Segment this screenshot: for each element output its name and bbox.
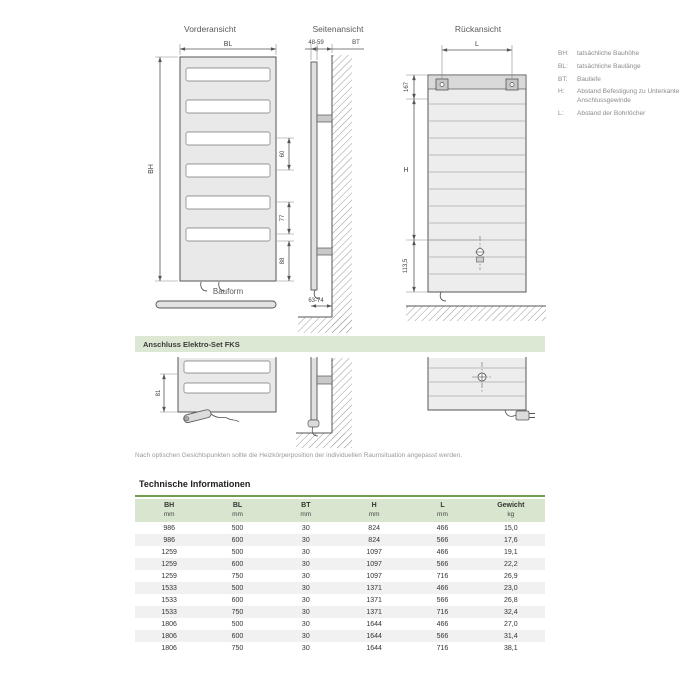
table-cell: 750 (231, 644, 244, 652)
table-row (135, 630, 545, 642)
front-view-title: Vorderansicht (184, 24, 236, 34)
table-cell: 31,4 (504, 632, 518, 640)
table-cell: 1371 (366, 596, 382, 604)
table-cell: 600 (231, 560, 244, 568)
table-cell: 1806 (161, 632, 177, 640)
table-row (135, 546, 545, 558)
table-cell: 1806 (161, 644, 177, 652)
dim-label-113-5: 113,5 (403, 258, 409, 274)
table-cell: 32,4 (504, 608, 518, 616)
ground-hatch (406, 306, 546, 321)
col-unit: mm (437, 511, 448, 518)
table-cell: 500 (231, 548, 244, 556)
table-cell: 30 (301, 608, 310, 616)
col-label: BL (232, 502, 243, 509)
table-cell: 30 (301, 620, 310, 628)
table-cell: 500 (231, 620, 244, 628)
cable-hook-rear-icon (440, 292, 446, 301)
dim-label-bt: BT (352, 40, 360, 46)
table-cell: 750 (231, 572, 244, 580)
col-header-h (340, 499, 408, 522)
table-cell: 19,1 (504, 548, 518, 556)
table-cell: 566 (436, 632, 449, 640)
dim-label-48-59: 48-59 (308, 40, 324, 46)
technical-info-section (135, 476, 545, 654)
table-row (135, 618, 545, 630)
bauform-label: Bauform (212, 287, 244, 296)
element-cable-icon (211, 414, 239, 422)
col-label: Gewicht (497, 502, 525, 509)
dim-label-77: 77 (280, 214, 286, 222)
legend-text: Abstand der Bohrlöcher (577, 109, 646, 117)
col-unit: kg (507, 511, 515, 518)
table-cell: 566 (436, 596, 449, 604)
legend-item-bt (558, 76, 696, 85)
col-header-bh (135, 499, 203, 522)
dim-label-bl: BL (223, 41, 233, 48)
side-view-title: Seitenansicht (312, 24, 364, 34)
table-cell: 30 (301, 560, 310, 568)
table-cell: 1259 (161, 548, 177, 556)
table-cell: 15,0 (504, 524, 518, 532)
table-cell: 1097 (366, 572, 382, 580)
col-unit: mm (232, 511, 243, 518)
table-cell: 716 (436, 644, 449, 652)
table-row (135, 570, 545, 582)
col-unit: mm (368, 511, 380, 518)
table-cell: 1533 (161, 584, 177, 592)
table-cell: 750 (231, 608, 244, 616)
dim-label-h: H (403, 167, 409, 174)
table-cell: 466 (436, 620, 449, 628)
legend-item-h (558, 88, 696, 106)
legend-key: BT: (558, 75, 568, 83)
col-label: L (440, 502, 445, 509)
table-cell: 1644 (366, 620, 382, 628)
table-cell: 600 (231, 596, 244, 604)
table-cell: 30 (301, 584, 310, 592)
table-cell: 500 (231, 524, 244, 532)
legend-item-l (558, 110, 696, 119)
dim-label-63-74: 63-74 (308, 298, 324, 304)
legend-text: Bautiefe (577, 75, 601, 83)
table-row (135, 522, 545, 534)
table-row (135, 558, 545, 570)
table-cell: 22,2 (504, 560, 518, 568)
wall-bracket-upper (317, 115, 332, 122)
note-text: Nach optischen Gesichtspunkten sollte die Heizkörperposition der individuellen Raumsituation angepasst werden. (135, 452, 462, 459)
table-cell: 30 (301, 644, 310, 652)
table-cell: 30 (301, 548, 310, 556)
table-cell: 1533 (161, 596, 177, 604)
table-cell: 1097 (366, 560, 382, 568)
table-cell: 566 (436, 560, 449, 568)
table-cell: 27,0 (504, 620, 518, 628)
table-cell: 466 (436, 584, 449, 592)
legend-text: Abstand Befestigung zu Unterkante Anschlussgewinde (577, 88, 680, 105)
bauform-bar (156, 301, 276, 308)
rear-view-drawing (403, 41, 546, 321)
table-cell: 30 (301, 572, 310, 580)
legend (558, 50, 696, 123)
rear-view-title: Rückansicht (454, 24, 502, 34)
table-row (135, 534, 545, 546)
table-cell: 600 (231, 536, 244, 544)
col-header-l (408, 499, 476, 522)
spec-table-body (135, 522, 545, 654)
col-header-bl (203, 499, 271, 522)
col-unit: mm (163, 511, 175, 518)
table-cell: 1644 (366, 632, 382, 640)
table-row (135, 642, 545, 654)
legend-item-bh (558, 50, 696, 59)
table-cell: 26,9 (504, 572, 518, 580)
table-cell: 1259 (161, 572, 177, 580)
dim-label-60: 60 (280, 150, 286, 158)
table-cell: 26,8 (504, 596, 518, 604)
dim-label-l: L (475, 41, 479, 48)
legend-key: H: (558, 88, 565, 96)
table-cell: 716 (436, 572, 449, 580)
wall-bracket-lower (317, 248, 332, 255)
table-cell: 17,6 (504, 536, 518, 544)
table-cell: 30 (301, 632, 310, 640)
side-extension-lines (311, 44, 332, 60)
electro-section-title: Anschluss Elektro-Set FKS (143, 339, 240, 349)
dim-label-88: 88 (280, 257, 286, 265)
spec-table-header-row (135, 499, 545, 522)
table-cell: 1806 (161, 620, 177, 628)
electro-section-header (135, 336, 545, 352)
legend-text: tatsächliche Bauhöhe (577, 50, 640, 57)
floor-hatch (298, 317, 352, 333)
col-label: BH (164, 502, 175, 509)
legend-text: tatsächliche Baulänge (577, 62, 641, 70)
dim-label-81: 81 (156, 389, 162, 397)
table-cell: 38,1 (504, 644, 518, 652)
col-header-bt (272, 499, 340, 522)
table-cell: 716 (436, 608, 449, 616)
table-cell: 30 (301, 524, 310, 532)
table-cell: 824 (368, 524, 380, 532)
table-cell: 466 (436, 548, 449, 556)
table-cell: 500 (231, 584, 244, 592)
table-title: Technische Informationen (139, 479, 251, 489)
table-cell: 30 (301, 536, 310, 544)
spec-table-head (135, 499, 545, 522)
legend-key: BL: (558, 62, 568, 70)
dim-label-167: 167 (404, 81, 410, 93)
table-cell: 986 (163, 536, 175, 544)
col-unit: mm (300, 511, 312, 518)
power-cord-icon (505, 410, 516, 416)
side-view-drawing (298, 40, 364, 333)
table-cell: 1371 (366, 608, 382, 616)
table-cell: 566 (436, 536, 449, 544)
table-row (135, 582, 545, 594)
radiator-side-profile (311, 62, 317, 290)
table-cell: 1097 (366, 548, 382, 556)
table-row (135, 594, 545, 606)
col-label: BT (301, 502, 311, 509)
table-cell: 600 (231, 632, 244, 640)
electro-rear-fragment (428, 357, 535, 420)
spec-table (135, 499, 545, 654)
table-cell: 466 (436, 524, 449, 532)
table-title-rule (135, 495, 545, 497)
legend-item-bl (558, 63, 696, 72)
table-row (135, 606, 545, 618)
col-label: H (371, 502, 377, 509)
table-cell: 1259 (161, 560, 177, 568)
table-cell: 1371 (366, 584, 382, 592)
col-header-gewicht (477, 499, 545, 522)
plug-icon (516, 411, 535, 420)
floor-hatch-lower (296, 433, 352, 448)
table-cell: 1644 (366, 644, 382, 652)
electric-element-side-icon (308, 420, 319, 427)
wall-bracket-icon (317, 376, 332, 384)
table-cell: 986 (163, 524, 175, 532)
table-cell: 824 (368, 536, 380, 544)
legend-key: L: (558, 109, 564, 117)
wall-hatch (332, 55, 352, 333)
electro-front-fragment (156, 357, 276, 423)
legend-key: BH: (558, 50, 569, 57)
dim-label-bh: BH (148, 164, 155, 174)
electro-side-fragment (296, 357, 352, 448)
table-cell: 23,0 (504, 584, 518, 592)
table-cell: 1533 (161, 608, 177, 616)
table-cell: 30 (301, 596, 310, 604)
front-view-drawing (148, 41, 294, 308)
